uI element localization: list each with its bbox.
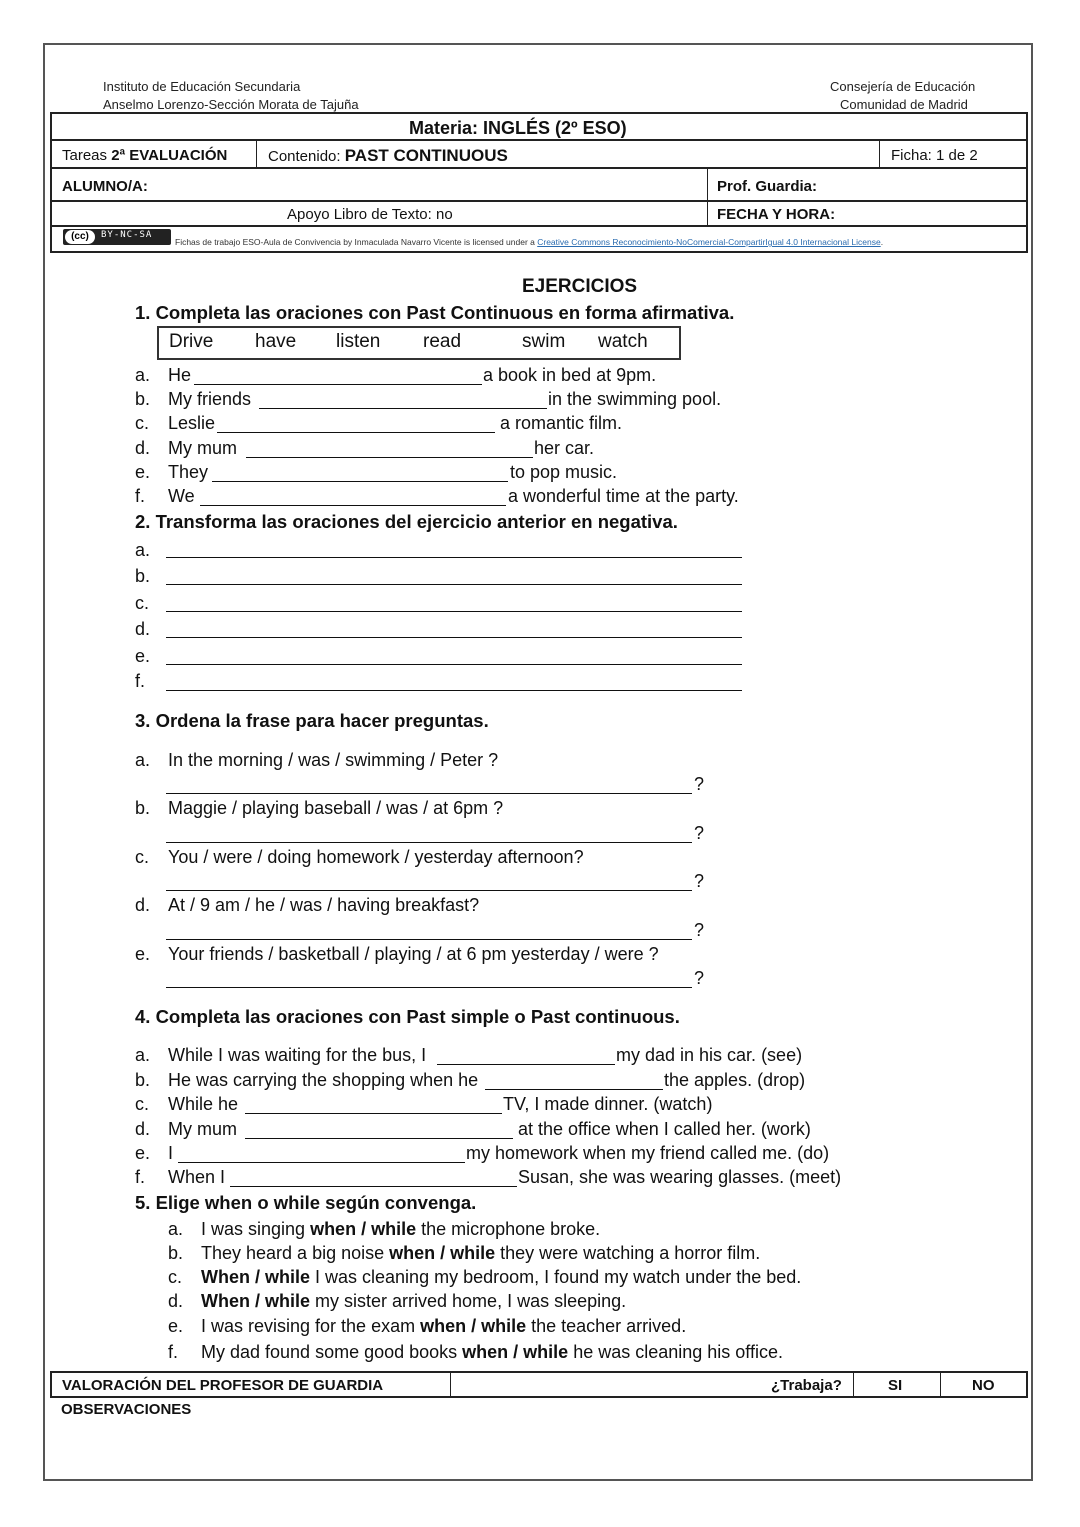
answer-line[interactable] [166,611,742,612]
ex1-item-pre: We [168,486,195,506]
ex5-letter: d. [168,1291,184,1311]
ex1-item-pre: He [168,365,192,385]
ex3-prompt: You / were / doing homework / yesterday afternoon? [168,847,584,867]
ex4-pre: When I [168,1167,226,1187]
ex4-title: 4. Completa las oraciones con Past simple o Past continuous. [135,1006,680,1027]
ex2-letter: b. [135,566,151,586]
ex1-item-post: to pop music. [510,462,618,482]
tareas-value: 2ª EVALUACIÓN [111,147,228,164]
word-item: listen [336,331,381,352]
ex1-item-pre: My mum [168,438,237,458]
ex1-title: 1. Completa las oraciones con Past Continuous en forma afirmativa. [135,302,735,323]
ex1-item-letter: e. [135,462,151,482]
ex1-item-post: in the swimming pool. [548,389,722,409]
answer-blank[interactable] [200,505,506,506]
divider [256,141,257,167]
cc-badge-text: BY-NC-SA [101,230,153,240]
answer-blank[interactable] [212,481,508,482]
ex5-sentence: When / while I was cleaning my bedroom, I found my watch under the bed. [201,1267,802,1287]
ex5-title: 5. Elige when o while según convenga. [135,1192,477,1213]
question-mark: ? [694,774,705,794]
ex4-pre: He was carrying the shopping when he [168,1070,479,1090]
fecha-hora-label: FECHA Y HORA: [717,206,836,223]
ex3-letter: b. [135,798,151,818]
answer-line[interactable] [166,584,742,585]
ex4-post: TV, I made dinner. (watch) [503,1094,713,1114]
ex2-letter: e. [135,646,151,666]
answer-line[interactable] [166,664,742,665]
ex3-prompt: Maggie / playing baseball / was / at 6pm ? [168,798,504,818]
answer-blank[interactable] [194,384,482,385]
ex2-letter: d. [135,619,151,639]
answer-line[interactable] [166,690,742,691]
ex4-post: at the office when I called her. (work) [513,1119,811,1139]
ex5-letter: b. [168,1243,184,1263]
question-mark: ? [694,920,705,940]
tareas-row [50,139,1028,169]
word-box [157,326,681,360]
ex3-letter: c. [135,847,150,867]
no-option[interactable]: NO [972,1377,995,1394]
school-line2: Anselmo Lorenzo-Sección Morata de Tajuña [103,97,359,112]
ex5-letter: e. [168,1316,184,1336]
ex3-letter: e. [135,944,151,964]
ex5-letter: c. [168,1267,183,1287]
answer-line[interactable] [166,793,692,794]
trabaja-label: ¿Trabaja? [771,1377,842,1394]
ex1-item-pre: Leslie [168,413,216,433]
when-while-choice[interactable]: When / while [201,1291,311,1311]
ex4-post: my dad in his car. (see) [616,1045,803,1065]
question-mark: ? [694,871,705,891]
ex4-letter: d. [135,1119,151,1139]
answer-blank[interactable] [437,1064,615,1065]
ex5-letter: a. [168,1219,184,1239]
ex1-item-letter: c. [135,413,150,433]
ex1-item-pre: They [168,462,209,482]
answer-blank[interactable] [245,1113,502,1114]
ficha-label: Ficha: 1 de 2 [891,147,978,164]
word-item: swim [522,331,566,352]
ex4-letter: b. [135,1070,151,1090]
consejeria-line1: Consejería de Educación [830,79,976,94]
divider [853,1373,854,1396]
word-item: Drive [169,331,214,352]
ex1-item-letter: a. [135,365,151,385]
si-option[interactable]: SI [888,1377,903,1394]
when-while-choice[interactable]: when / while [389,1243,496,1263]
ex1-item-letter: f. [135,486,146,506]
observaciones-label: OBSERVACIONES [61,1401,192,1418]
apoyo-row [50,200,1028,227]
ex1-item-post: a wonderful time at the party. [508,486,739,506]
question-mark: ? [694,823,705,843]
answer-line[interactable] [166,939,692,940]
ex5-letter: f. [168,1342,179,1362]
ex1-item-post: her car. [534,438,595,458]
divider [707,202,708,225]
word-item: read [423,331,462,352]
ex5-sentence: I was revising for the exam when / while the teacher arrived. [201,1316,687,1336]
ex3-letter: a. [135,750,151,770]
ex4-pre: While I was waiting for the bus, I [168,1045,427,1065]
ex5-sentence: When / while my sister arrived home, I was sleeping. [201,1291,627,1311]
cc-icon: (cc) [65,230,95,244]
ex1-item-post: a book in bed at 9pm. [483,365,657,385]
answer-blank[interactable] [217,432,495,433]
ex3-letter: d. [135,895,151,915]
word-item: have [255,331,297,352]
contenido-value: PAST CONTINUOUS [344,146,508,165]
ex3-prompt: At / 9 am / he / was / having breakfast? [168,895,480,915]
license-link[interactable]: Creative Commons Reconocimiento-NoComercial-CompartirIgual 4.0 Internacional License [537,237,881,247]
divider [450,1373,451,1396]
ex4-letter: e. [135,1143,151,1163]
consejeria-line2: Comunidad de Madrid [840,97,968,112]
ex1-item-post: a romantic film. [500,413,623,433]
ex5-sentence: I was singing when / while the microphone broke. [201,1219,601,1239]
valoracion-row [50,1371,1028,1398]
divider [707,169,708,200]
when-while-choice[interactable]: when / while [310,1219,417,1239]
ex3-title: 3. Ordena la frase para hacer preguntas. [135,710,489,731]
answer-blank[interactable] [230,1186,517,1187]
ex2-letter: c. [135,593,150,613]
answer-line[interactable] [166,987,692,988]
ex1-item-letter: d. [135,438,151,458]
answer-line[interactable] [166,557,742,558]
when-while-choice[interactable]: When / while [201,1267,311,1287]
answer-blank[interactable] [485,1089,663,1090]
alumno-label: ALUMNO/A: [62,178,148,195]
answer-blank[interactable] [178,1162,465,1163]
cc-license-badge [63,229,171,245]
divider [879,141,880,167]
answer-blank[interactable] [259,408,547,409]
ex4-letter: a. [135,1045,151,1065]
answer-line[interactable] [166,842,692,843]
materia-label: Materia: INGLÉS (2º ESO) [409,118,627,138]
answer-blank[interactable] [245,1138,513,1139]
ex4-pre: While he [168,1094,239,1114]
ex3-prompt: In the morning / was / swimming / Peter ? [168,750,499,770]
prof-guardia-label: Prof. Guardia: [717,178,818,195]
ex2-letter: a. [135,540,151,560]
ex1-item-pre: My friends [168,389,252,409]
answer-blank[interactable] [246,457,533,458]
ex5-sentence: They heard a big noise when / while they were watching a horror film. [201,1243,761,1263]
ex3-prompt: Your friends / basketball / playing / at 6 pm yesterday / were ? [168,944,659,964]
ex4-pre: My mum [168,1119,237,1139]
school-line1: Instituto de Educación Secundaria [103,79,301,94]
tareas-cell: Tareas 2ª EVALUACIÓN [62,147,228,164]
ex2-letter: f. [135,671,146,691]
apoyo-label: Apoyo Libro de Texto: no [287,206,453,223]
when-while-choice[interactable]: when / while [462,1342,569,1362]
contenido-cell: Contenido: PAST CONTINUOUS [268,146,508,165]
question-mark: ? [694,968,705,988]
when-while-choice[interactable]: when / while [420,1316,527,1336]
ex4-letter: f. [135,1167,146,1187]
ex2-title: 2. Transforma las oraciones del ejercicio anterior en negativa. [135,511,678,532]
license-text: Fichas de trabajo ESO-Aula de Convivencia by Inmaculada Navarro Vicente is licensed under a Creative Commons Reconocimiento-NoComercial-CompartirIgual 4.0 Internacional License. [175,237,884,247]
ex4-post: the apples. (drop) [664,1070,806,1090]
valoracion-label: VALORACIÓN DEL PROFESOR DE GUARDIA [62,1377,384,1394]
ex4-post: my homework when my friend called me. (do) [466,1143,830,1163]
ex4-post: Susan, she was wearing glasses. (meet) [518,1167,842,1187]
alumno-row [50,167,1028,202]
answer-line[interactable] [166,890,692,891]
ex1-item-letter: b. [135,389,151,409]
word-item: watch [598,331,648,352]
exercises-title: EJERCICIOS [522,276,638,297]
ex5-sentence: My dad found some good books when / while he was cleaning his office. [201,1342,783,1362]
divider [940,1373,941,1396]
materia-row [50,112,1028,141]
ex4-letter: c. [135,1094,150,1114]
ex4-pre: I [168,1143,174,1163]
answer-line[interactable] [166,637,742,638]
